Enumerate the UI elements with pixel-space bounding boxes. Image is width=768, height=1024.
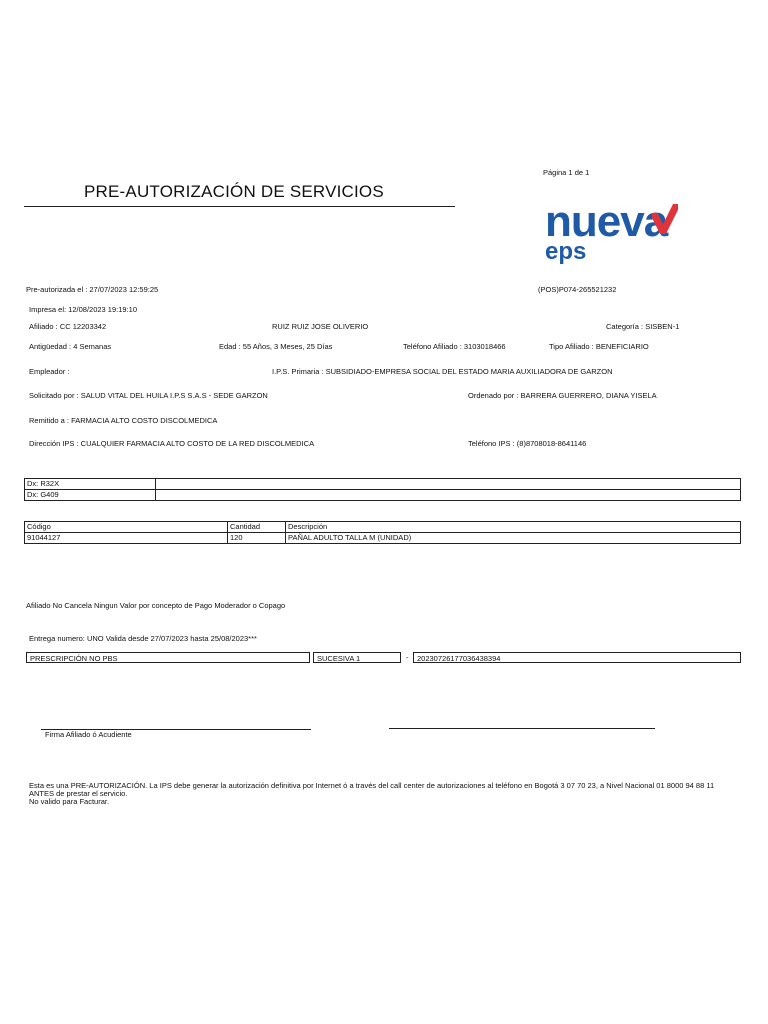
service-codigo: 91044127 (25, 533, 228, 544)
pos-code: (POS)P074-265521232 (538, 285, 617, 294)
impresa-date: Impresa el: 12/08/2023 19:19:10 (29, 305, 137, 314)
table-row (25, 533, 741, 544)
remitido-a: Remitido a : FARMACIA ALTO COSTO DISCOLMEDICA (29, 416, 218, 425)
footer-line-1: Esta es una PRE-AUTORIZACIÓN. La IPS debe generar la autorización definitiva por Internet ó a través del call center de autorizaciones al teléfono en Bogotá 3 07 70 23, a Nivel Nacional 01 8000 94 88 11 (29, 781, 715, 790)
signature-line-ips (389, 728, 655, 729)
dx-description (156, 490, 741, 501)
afiliado-id: Afiliado : CC 12203342 (29, 322, 107, 331)
entrega-note: Entrega numero: UNO Valida desde 27/07/2023 hasta 25/08/2023*** (29, 634, 257, 643)
column-header-descripcion: Descripción (286, 522, 741, 533)
telefono-ips: Teléfono IPS : (8)8708018-8641146 (468, 439, 587, 448)
logo-sub-text: eps (545, 238, 587, 265)
prescription-number-box: 20230726177036438394 (413, 652, 741, 663)
prescription-type-box: PRESCRIPCIÓN NO PBS (26, 652, 310, 663)
footer-line-2: ANTES de prestar el servicio. (29, 789, 128, 798)
logo-main-text: nueva (545, 197, 668, 246)
ips-primaria: I.P.S. Primaria : SUBSIDIADO-EMPRESA SOCIAL DEL ESTADO MARIA AUXILIADORA DE GARZON (272, 367, 613, 376)
telefono-afiliado: Teléfono Afiliado : 3103018466 (403, 342, 506, 351)
prescription-sucesiva-box: SUCESIVA 1 (313, 652, 401, 663)
direccion-ips: Dirección IPS : CUALQUIER FARMACIA ALTO COSTO DE LA RED DISCOLMEDICA (29, 439, 315, 448)
logo-check-icon (652, 204, 678, 234)
column-header-cantidad: Cantidad (228, 522, 286, 533)
edad: Edad : 55 Años, 3 Meses, 25 Días (219, 342, 333, 351)
table-row (25, 490, 741, 501)
solicitado-por: Solicitado por : SALUD VITAL DEL HUILA I.P.S S.A.S - SEDE GARZON (29, 391, 268, 400)
dx-code: Dx: R32X (25, 479, 156, 490)
services-table (24, 521, 741, 544)
footer-line-3: No valido para Facturar. (29, 797, 110, 806)
table-header-row (25, 522, 741, 533)
page-indicator: Página 1 de 1 (543, 168, 590, 177)
copago-note: Afiliado No Cancela Ningun Valor por concepto de Pago Moderador o Copago (26, 601, 286, 610)
title-underline (24, 206, 455, 207)
empleador: Empleador : (29, 367, 70, 376)
prescription-dash: - (406, 653, 409, 662)
afiliado-nombre: RUIZ RUIZ JOSE OLIVERIO (272, 322, 369, 331)
diagnoses-table (24, 478, 741, 501)
table-row (25, 479, 741, 490)
tipo-afiliado: Tipo Afiliado : BENEFICIARIO (549, 342, 649, 351)
column-header-codigo: Código (25, 522, 228, 533)
nueva-eps-logo (545, 197, 725, 270)
antiguedad: Antigüedad : 4 Semanas (29, 342, 112, 351)
categoria: Categoría : SISBEN-1 (606, 322, 680, 331)
preautorizada-date: Pre-autorizada el : 27/07/2023 12:59:25 (26, 285, 159, 294)
signature-label: Firma Afiliado ó Acudiente (45, 730, 132, 739)
dx-code: Dx: G409 (25, 490, 156, 501)
dx-description (156, 479, 741, 490)
page-title: PRE-AUTORIZACIÓN DE SERVICIOS (84, 182, 384, 201)
service-descripcion: PAÑAL ADULTO TALLA M (UNIDAD) (286, 533, 741, 544)
ordenado-por: Ordenado por : BARRERA GUERRERO, DIANA YISELA (468, 391, 657, 400)
service-cantidad: 120 (228, 533, 286, 544)
